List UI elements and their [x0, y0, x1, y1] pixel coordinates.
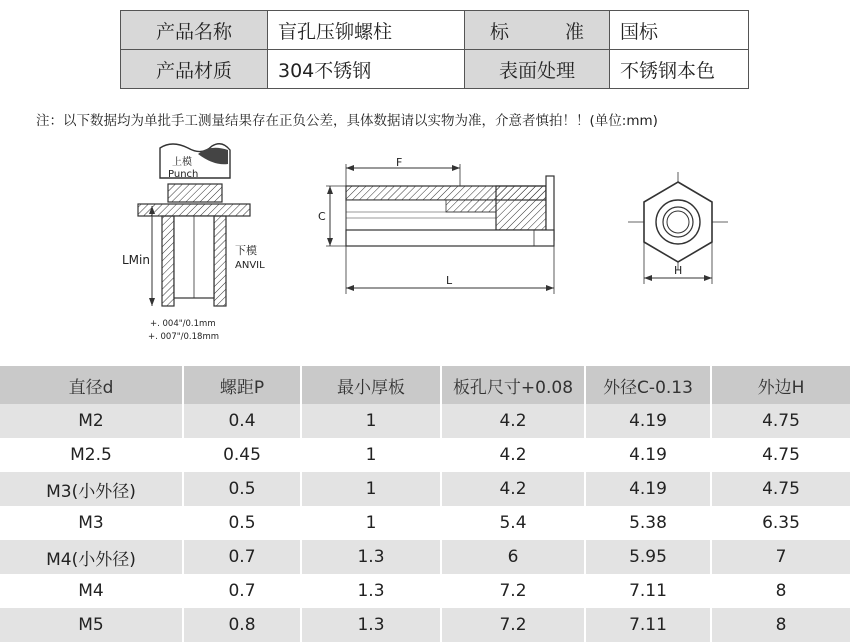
info-row: [121, 11, 749, 50]
standard-label-b: 准: [565, 20, 585, 43]
measurement-note: 注：以下数据均为单批手工测量结果存在正负公差，具体数据请以实物为准，介意者慎拍！！(单位:mm): [36, 113, 658, 129]
cell-min-thickness: 1: [301, 506, 441, 540]
c-dimension-label: C: [318, 210, 326, 223]
material-label: 产品材质: [121, 50, 268, 89]
cell-hex-width: 8: [711, 574, 850, 608]
cell-pitch: 0.8: [183, 608, 301, 642]
f-dimension-label: F: [396, 156, 403, 169]
cell-outer-diameter: 7.11: [585, 608, 711, 642]
cell-hole-size: 4.2: [441, 438, 585, 472]
h-dimension-label: H: [674, 264, 683, 277]
cell-min-thickness: 1: [301, 472, 441, 506]
header-outer-diameter: 外径C-0.13: [585, 366, 711, 404]
tolerance-2: +. 007"/0.18mm: [148, 332, 220, 342]
cell-hole-size: 6: [441, 540, 585, 574]
cell-min-thickness: 1.3: [301, 574, 441, 608]
cell-pitch: 0.4: [183, 404, 301, 438]
technical-drawings: [0, 136, 850, 358]
tolerance-1: +. 004"/0.1mm: [150, 319, 216, 329]
cell-min-thickness: 1.3: [301, 540, 441, 574]
material-value: 304不锈钢: [268, 50, 465, 89]
cell-outer-diameter: 5.38: [585, 506, 711, 540]
table-row: [0, 438, 850, 472]
surface-label: 表面处理: [465, 50, 610, 89]
cell-pitch: 0.5: [183, 506, 301, 540]
punch-en-label: Punch: [168, 169, 199, 180]
header-diameter: 直径d: [0, 366, 183, 404]
cell-diameter: M3: [0, 506, 183, 540]
table-row: [0, 540, 850, 574]
cell-outer-diameter: 4.19: [585, 438, 711, 472]
table-row: [0, 506, 850, 540]
product-name-value: 盲孔压铆螺柱: [268, 11, 465, 50]
cell-hex-width: 4.75: [711, 472, 850, 506]
lmin-label: LMin: [122, 253, 150, 267]
standard-label-a: 标: [489, 20, 509, 43]
product-name-label: 产品名称: [121, 11, 268, 50]
standard-value: 国标: [610, 11, 749, 50]
side-section-diagram: [318, 156, 568, 296]
hex-end-view-diagram: [628, 172, 728, 292]
cell-min-thickness: 1: [301, 404, 441, 438]
cell-hole-size: 4.2: [441, 472, 585, 506]
table-row: [0, 608, 850, 642]
header-pitch: 螺距P: [183, 366, 301, 404]
cell-diameter: M2.5: [0, 438, 183, 472]
cell-hex-width: 7: [711, 540, 850, 574]
cell-pitch: 0.45: [183, 438, 301, 472]
cell-hole-size: 5.4: [441, 506, 585, 540]
cell-outer-diameter: 4.19: [585, 404, 711, 438]
info-row: [121, 50, 749, 89]
cell-min-thickness: 1.3: [301, 608, 441, 642]
l-dimension-label: L: [446, 274, 453, 287]
cell-pitch: 0.7: [183, 574, 301, 608]
header-min-thickness: 最小厚板: [301, 366, 441, 404]
spec-header-row: [0, 366, 850, 404]
cell-outer-diameter: 5.95: [585, 540, 711, 574]
cell-diameter: M4: [0, 574, 183, 608]
cell-diameter: M5: [0, 608, 183, 642]
cell-hole-size: 4.2: [441, 404, 585, 438]
cell-pitch: 0.7: [183, 540, 301, 574]
table-row: [0, 574, 850, 608]
cell-hex-width: 4.75: [711, 438, 850, 472]
product-info-table: [120, 10, 749, 89]
cell-min-thickness: 1: [301, 438, 441, 472]
header-hole-size: 板孔尺寸+0.08: [441, 366, 585, 404]
cell-hole-size: 7.2: [441, 574, 585, 608]
installation-diagram: [110, 136, 300, 351]
cell-diameter: M2: [0, 404, 183, 438]
table-row: [0, 472, 850, 506]
cell-hex-width: 6.35: [711, 506, 850, 540]
cell-hole-size: 7.2: [441, 608, 585, 642]
table-row: [0, 404, 850, 438]
anvil-cn-label: 下模: [235, 244, 257, 257]
header-hex-width: 外边H: [711, 366, 850, 404]
cell-hex-width: 4.75: [711, 404, 850, 438]
specification-table: [0, 366, 850, 642]
surface-value: 不锈钢本色: [610, 50, 749, 89]
cell-hex-width: 8: [711, 608, 850, 642]
punch-cn-label: 上模: [172, 157, 192, 168]
cell-outer-diameter: 7.11: [585, 574, 711, 608]
cell-pitch: 0.5: [183, 472, 301, 506]
anvil-en-label: ANVIL: [235, 260, 265, 271]
standard-label: [465, 11, 610, 50]
cell-diameter: M4(小外径): [0, 540, 183, 574]
cell-outer-diameter: 4.19: [585, 472, 711, 506]
cell-diameter: M3(小外径): [0, 472, 183, 506]
